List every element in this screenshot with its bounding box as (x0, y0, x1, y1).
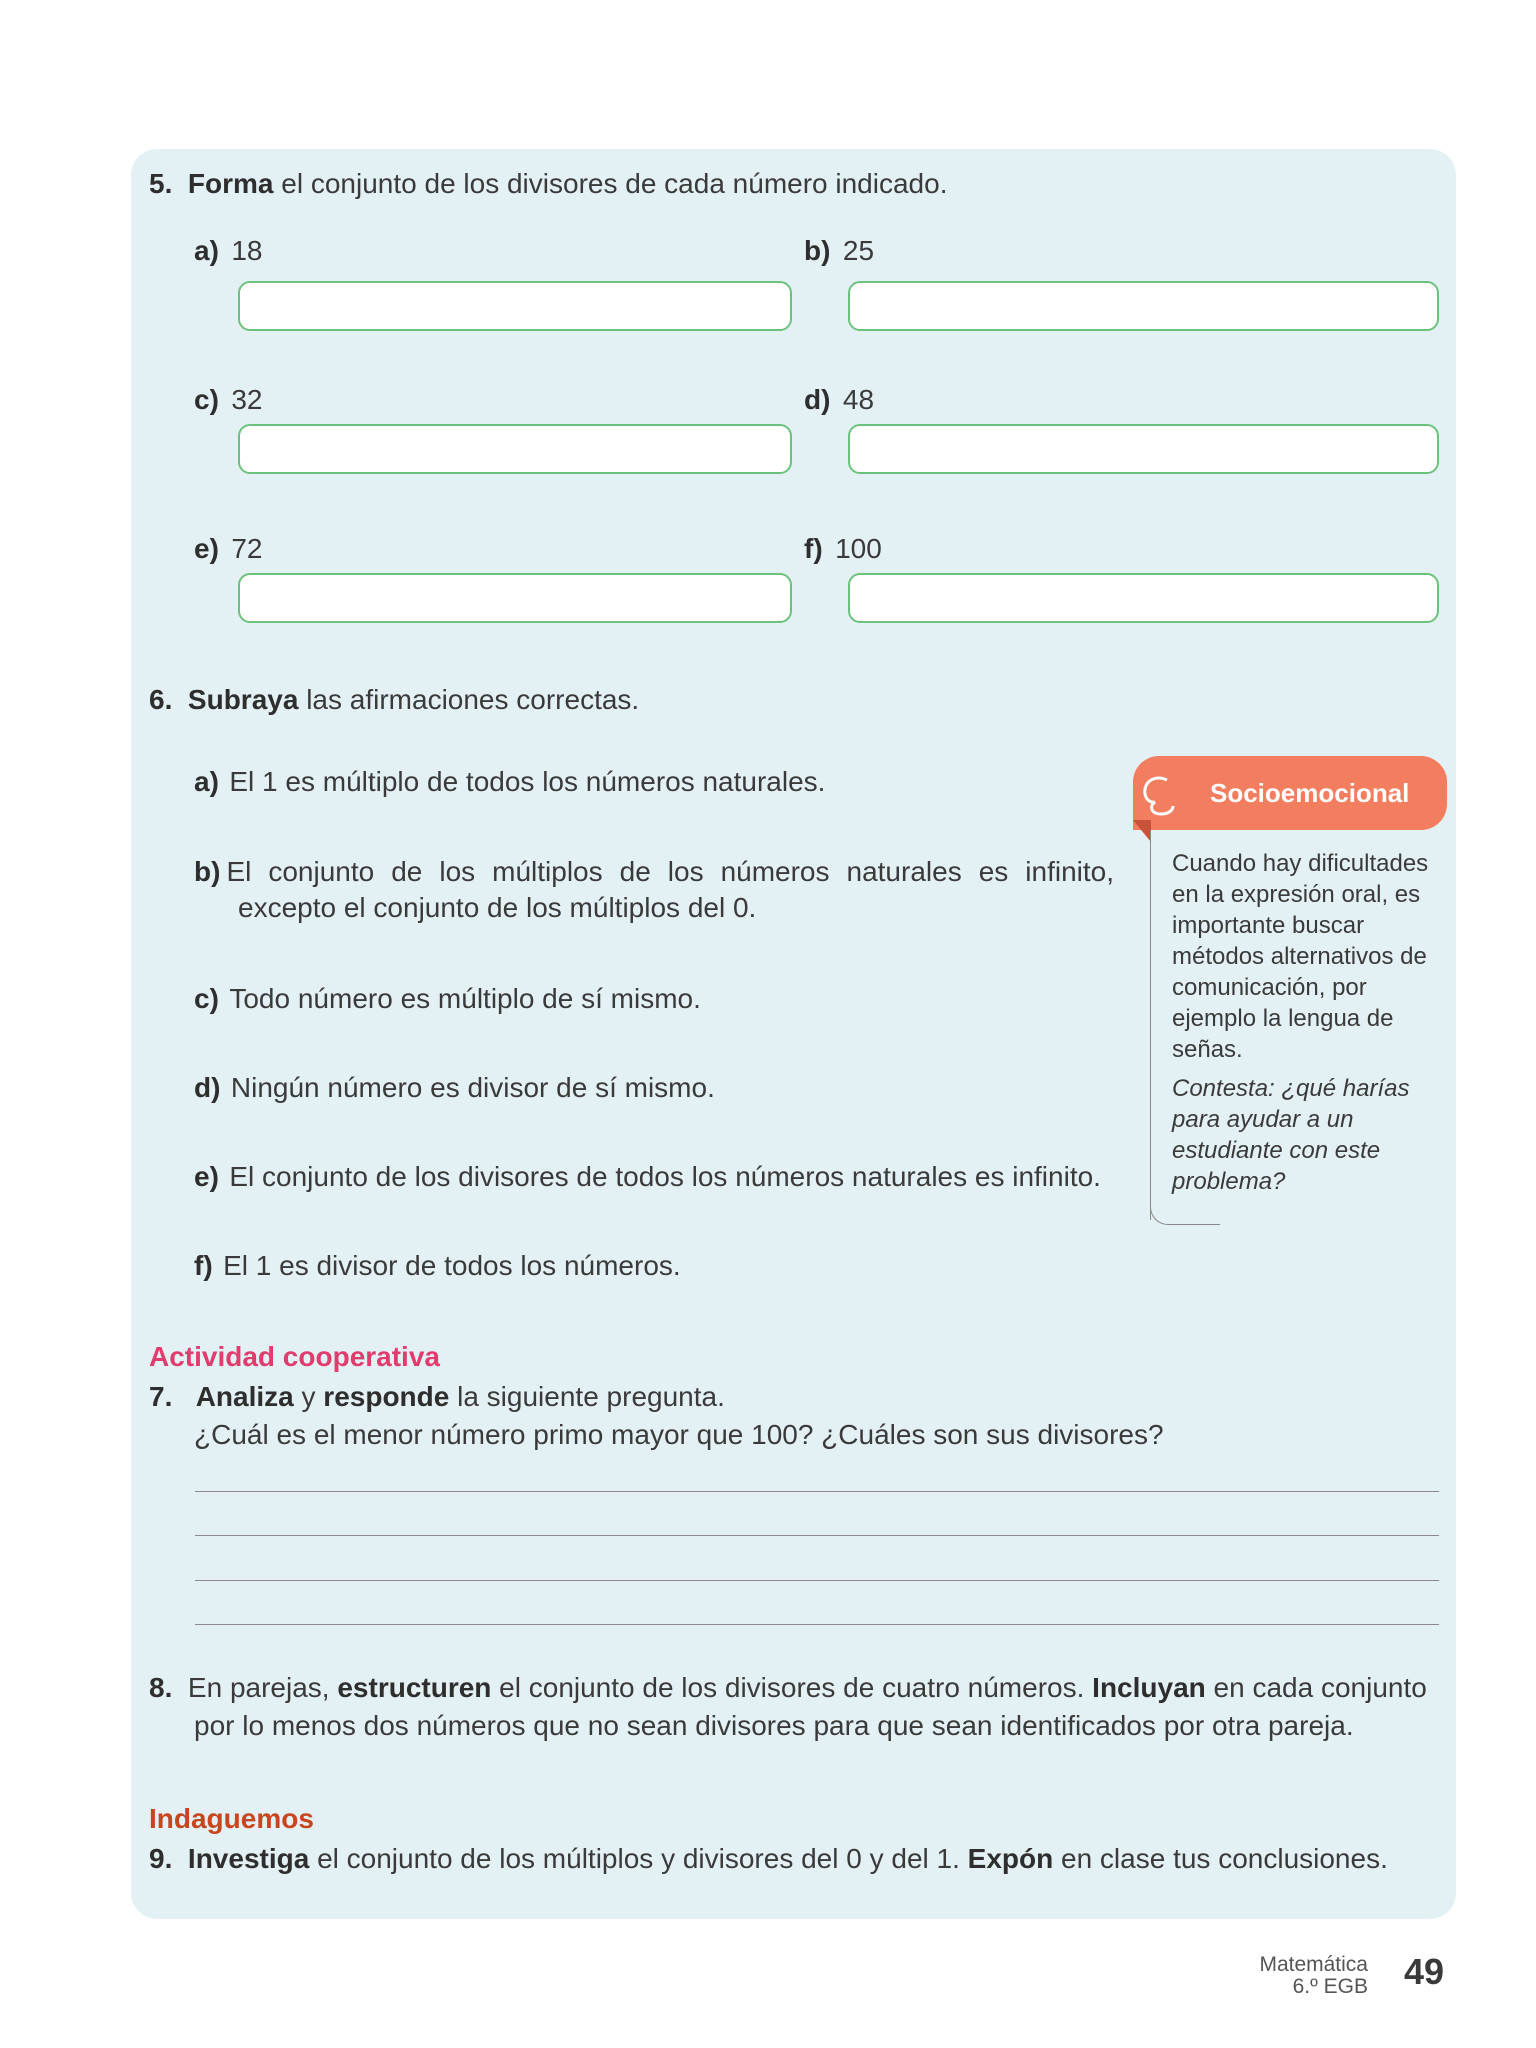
exercise-verb: Incluyan (1092, 1672, 1206, 1703)
socioemocional-card-corner (1150, 1205, 1220, 1225)
answer-box-b[interactable] (848, 281, 1439, 331)
item-f (804, 533, 882, 565)
exercise-instruction: en clase tus conclusiones. (1053, 1843, 1388, 1874)
statement-text: El conjunto de los divisores de todos los números naturales es infinito. (229, 1161, 1101, 1192)
item-number: 100 (835, 533, 882, 564)
exercise-instruction: la siguiente pregunta. (449, 1381, 725, 1412)
exercise-instruction: en cada conjunto (1205, 1672, 1427, 1703)
statement-e[interactable] (194, 1161, 1101, 1193)
item-letter: e) (194, 533, 219, 564)
exercise-8-title (149, 1672, 1427, 1704)
exercise-instruction: En parejas, (187, 1672, 338, 1703)
exercise-instruction: las afirmaciones correctas. (298, 684, 640, 715)
statement-c[interactable] (194, 983, 701, 1015)
tab-fold (1133, 820, 1151, 842)
item-letter: b) (804, 235, 831, 266)
exercise-verb: Forma (187, 168, 274, 199)
page-number: 49 (1404, 1951, 1445, 1992)
item-letter: d) (804, 384, 831, 415)
item-letter: e) (194, 1161, 219, 1192)
subject-name: Matemática (1259, 1953, 1368, 1976)
exercise-verb: Subraya (187, 684, 299, 715)
item-letter: a) (194, 766, 219, 797)
item-letter: f) (194, 1250, 213, 1281)
exercise-verb: responde (323, 1381, 450, 1412)
answer-box-f[interactable] (848, 573, 1439, 623)
indaguemos-heading: Indaguemos (149, 1803, 314, 1834)
item-c (194, 384, 263, 416)
answer-line[interactable] (195, 1580, 1439, 1581)
exercise-number: 7. (149, 1381, 173, 1412)
exercise-6-title (149, 684, 639, 716)
item-letter: a) (194, 235, 219, 266)
grade-label: 6.º EGB (1292, 1975, 1368, 1998)
exercise-number: 5. (149, 168, 173, 199)
exercise-9-title (149, 1843, 1388, 1875)
item-number: 32 (231, 384, 263, 415)
item-letter: c) (194, 384, 219, 415)
item-letter: b) (194, 856, 221, 887)
statement-f[interactable] (194, 1250, 681, 1282)
socioemocional-body: Cuando hay dificultades en la expresión oral, es importante buscar métodos alternativos de comunicación, por ejemplo la lengua de señas. (1172, 850, 1429, 1063)
item-letter: f) (804, 533, 823, 564)
answer-box-c[interactable] (238, 424, 792, 474)
exercise-instruction: el conjunto de los divisores de cada número indicado. (273, 168, 948, 199)
item-number: 25 (842, 235, 875, 266)
statement-text: Ningún número es divisor de sí mismo. (230, 1072, 715, 1103)
item-number: 72 (231, 533, 263, 564)
item-e (194, 533, 263, 565)
item-a (194, 235, 263, 267)
footer-subject (1259, 1954, 1368, 1998)
exercise-number: 8. (149, 1672, 173, 1703)
answer-box-e[interactable] (238, 573, 792, 623)
exercise-verb: Analiza (195, 1381, 294, 1412)
exercise-8-line2: por lo menos dos números que no sean divisores para que sean identificados por otra pareja. (194, 1710, 1354, 1741)
exercise-number: 6. (149, 684, 173, 715)
answer-line[interactable] (195, 1624, 1439, 1625)
connector: y (293, 1381, 324, 1412)
item-b (804, 235, 874, 267)
answer-line[interactable] (195, 1491, 1439, 1492)
exercise-5-title (149, 168, 947, 200)
socioemocional-icon (1133, 770, 1183, 820)
statement-text-continued: excepto el conjunto de los múltiplos del 0. (238, 892, 757, 923)
statement-text: Todo número es múltiplo de sí mismo. (229, 983, 701, 1014)
exercise-7-title (149, 1381, 725, 1413)
socioemocional-card-border (1150, 830, 1151, 1220)
item-letter: c) (194, 983, 219, 1014)
exercise-7-question: ¿Cuál es el menor número primo mayor que 100? ¿Cuáles son sus divisores? (194, 1419, 1164, 1450)
socioemocional-question: Contesta: ¿qué harías para ayudar a un estudiante con este problema? (1172, 1075, 1410, 1195)
answer-box-d[interactable] (848, 424, 1439, 474)
item-number: 18 (231, 235, 263, 266)
exercise-number: 9. (149, 1843, 173, 1874)
statement-text: El conjunto de los múltiplos de los números naturales es infinito, (226, 856, 1114, 887)
answer-box-a[interactable] (238, 281, 792, 331)
exercise-instruction: el conjunto de los divisores de cuatro números. (491, 1672, 1093, 1703)
answer-line[interactable] (195, 1535, 1439, 1536)
item-letter: d) (194, 1072, 221, 1103)
item-number: 48 (842, 384, 875, 415)
cooperative-heading: Actividad cooperativa (149, 1341, 440, 1372)
exercise-verb: Investiga (187, 1843, 310, 1874)
statement-a[interactable] (194, 766, 825, 798)
exercise-instruction: el conjunto de los múltiplos y divisores del 0 y del 1. (309, 1843, 968, 1874)
exercise-verb: Expón (967, 1843, 1054, 1874)
item-d (804, 384, 874, 416)
statement-b[interactable] (194, 856, 1114, 924)
statement-text: El 1 es múltiplo de todos los números naturales. (229, 766, 826, 797)
statement-d[interactable] (194, 1072, 715, 1104)
statement-text: El 1 es divisor de todos los números. (223, 1250, 681, 1281)
exercise-verb: estructuren (337, 1672, 492, 1703)
socioemocional-title: Socioemocional (1210, 778, 1410, 808)
